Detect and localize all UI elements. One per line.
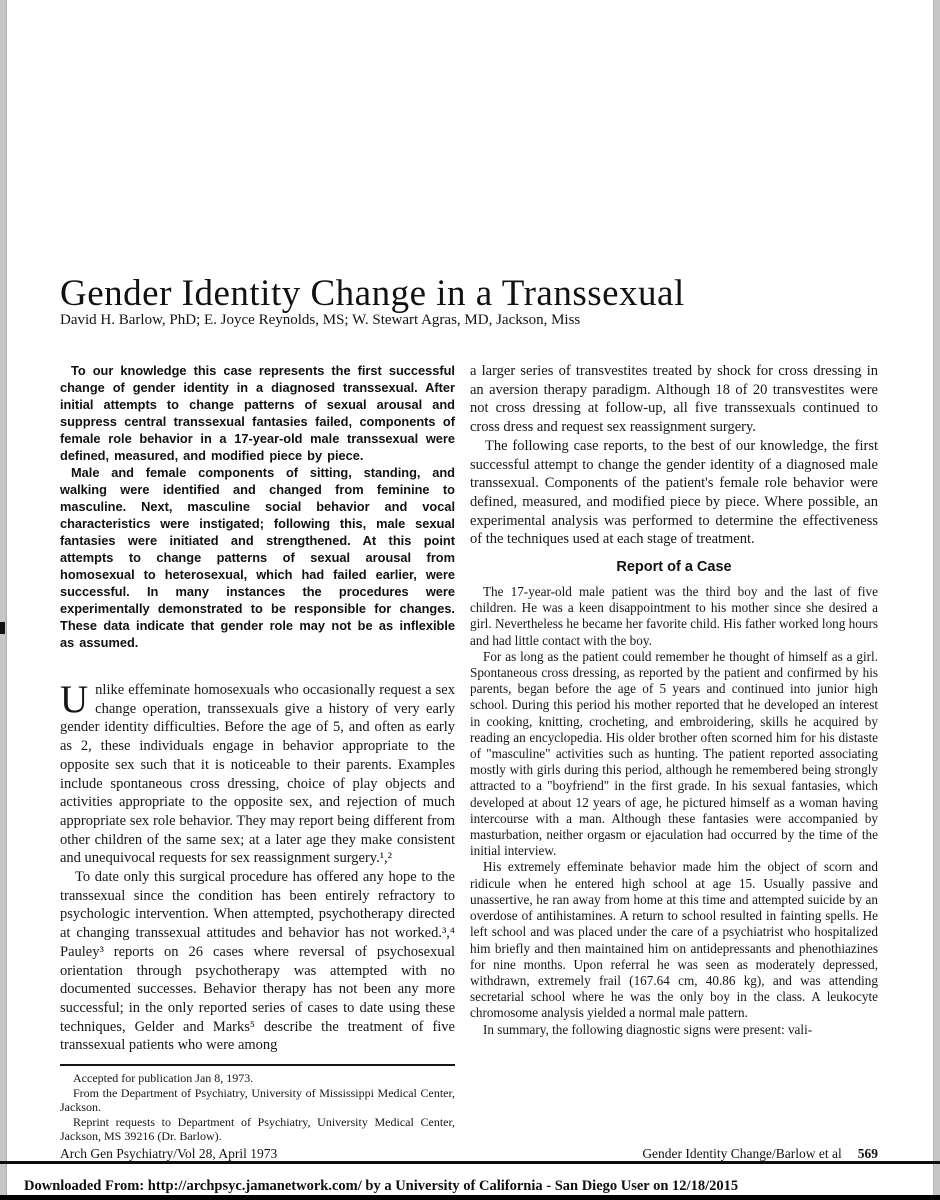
footnote-affiliation: From the Department of Psychiatry, University of Mississippi Medical Center, Jackson.	[60, 1085, 455, 1115]
abstract	[60, 362, 455, 651]
authors-line: David H. Barlow, PhD; E. Joyce Reynolds, MS; W. Stewart Agras, MD, Jackson, Miss	[60, 312, 581, 328]
case-paragraph-2: For as long as the patient could remember he thought of himself as a girl. Spontaneous cross dressing, as reported by the patient and confirmed by his parents, began before the age of 5 years and continued into junior high school. During this period his mother reported that he developed an interest in cooking, knitting, crocheting, and embroidering, skills he acquired by reading an encyclopedia. His older brother often scorned him for his distaste of "masculine" activities such as hunting. The patient reported associating mostly with girls during this period, although he remembered being strongly attracted to a "boyfriend" in the first grade. In his sexual fantasies, which developed at about 12 years of age, he pictured himself as a woman having intercourse with a man. Although these fantasies were accompanied by masturbation, neither orgasm or ejaculation had occurred by the time of the initial interview.	[470, 648, 878, 859]
page-title: Gender Identity Change in a Transsexual	[60, 272, 685, 314]
download-notice: Downloaded From: http://archpsyc.jamanetwork.com/ by a University of California - San Diego User on 12/18/2015	[24, 1178, 739, 1194]
footer-journal-info: Arch Gen Psychiatry/Vol 28, April 1973	[60, 1146, 278, 1161]
section-heading-report-of-a-case: Report of a Case	[616, 559, 732, 576]
abstract-paragraph-1: To our knowledge this case represents the first successful change of gender identity in a diagnosed transsexual. After initial attempts to change patterns of sexual arousal and suppress central transsexual fantasies failed, components of female role behavior in a 17-year-old male transsexual were defined, measured, and modified piece by piece.	[60, 363, 455, 463]
scan-separator-line	[0, 1161, 940, 1164]
scan-edge-left	[0, 0, 7, 1200]
case-report	[470, 584, 878, 1038]
footnote-accepted: Accepted for publication Jan 8, 1973.	[73, 1071, 254, 1086]
case-paragraph-4: In summary, the following diagnostic signs were present: vali-	[483, 1021, 813, 1037]
article-body	[60, 362, 878, 1144]
footnote-reprints: Reprint requests to Department of Psychiatry, University Medical Center, Jackson, MS 39216 (Dr. Barlow).	[60, 1114, 455, 1144]
footer-article-info	[642, 1146, 878, 1162]
body-paragraph-3: a larger series of transvestites treated by shock for cross dressing in an aversion therapy paradigm. Although 18 of 20 transvestites were not cross dressing at follow-up, all five transsexuals continued to cross dress and request sex reassignment surgery.	[470, 363, 878, 436]
scan-bottom-bar	[0, 1195, 940, 1200]
body-paragraph-4: The following case reports, to the best of our knowledge, the first successful attempt to change the gender identity of a diagnosed male transsexual. Components of the patient's female role behavior were defined, measured, and modified piece by piece. Where possible, an experimental analysis was performed to determine the effectiveness of the techniques used at each stage of treatment.	[470, 437, 878, 548]
body-paragraph-1	[60, 678, 455, 868]
scan-edge-right	[933, 0, 940, 1200]
case-paragraph-1: The 17-year-old male patient was the third boy and the last of five children. He was a keen disappointment to his mother since she desired a girl. Nevertheless he became her favorite child. His father worked long hours and had little contact with the boy.	[470, 584, 878, 648]
page-number: 569	[857, 1146, 878, 1161]
introduction-continued	[470, 362, 878, 549]
footer-running-title: Gender Identity Change/Barlow et al	[642, 1146, 842, 1161]
footnotes	[60, 1071, 455, 1144]
body-paragraph-2: To date only this surgical procedure has offered any hope to the transsexual since the condition has been entirely refractory to psychologic intervention. When attempted, psychotherapy directed at changing transsexual attitudes and behavior has not worked.³,⁴ Pauley³ reports on 26 cases where reversal of psychosexual orientation through psychotherapy was attempted with no documented successes. Behavior therapy has not been any more successful; in the only reported series of cases to date using these techniques, Gelder and Marks⁵ describe the treatment of five transsexual patients who were among	[60, 869, 455, 1054]
introduction	[60, 678, 455, 1055]
abstract-paragraph-2: Male and female components of sitting, standing, and walking were identified and changed from feminine to masculine. Next, masculine social behavior and vocal characteristics were instigated; following this, male sexual fantasies were initiated and strengthened. At this point attempts to change patterns of sexual arousal from homosexual to heterosexual, which had failed earlier, were successful. In many instances the procedures were experimentally demonstrated to be responsible for changes. These data indicate that gender role may not be as inflexible as assumed.	[60, 465, 455, 650]
body-paragraph-1-text: nlike effeminate homosexuals who occasionally request a sex change operation, transsexuals give a history of very early gender identity difficulties. Before the age of 5, and often as early as 2, these individuals engage in behavior appropriate to the opposite sex such that it is noticeable to their parents. Examples include spontaneous cross dressing, choice of play objects and activities appropriate to the opposite sex, and rejection of much appropriate sex role behavior. They may report being different from other children of the same sex; at a later age they make consistent and unequivocal requests for sex reassignment surgery.¹,²	[60, 682, 455, 867]
journal-footer	[60, 1146, 878, 1162]
scan-registration-mark	[0, 622, 5, 634]
case-paragraph-3: His extremely effeminate behavior made him the object of scorn and ridicule when he entered high school at age 15. Usually passive and unassertive, he ran away from home at this time and attempted suicide by an overdose of antihistamines. A return to school resulted in fainting spells. He left school and was placed under the care of a psychiatrist who hospitalized him briefly and then maintained him on antidepressants and phenothiazines for nine months. Upon referral he was seen as moderately depressed, withdrawn, extremely frail (167.64 cm, 40.86 kg), and was attending secretarial school where he was the only boy in the class. A leukocyte chromosome analysis yielded a normal male pattern.	[470, 859, 878, 1021]
column-right	[470, 362, 878, 1144]
footnote-rule	[60, 1064, 455, 1066]
column-left	[60, 362, 455, 1144]
drop-cap: U	[60, 678, 89, 721]
